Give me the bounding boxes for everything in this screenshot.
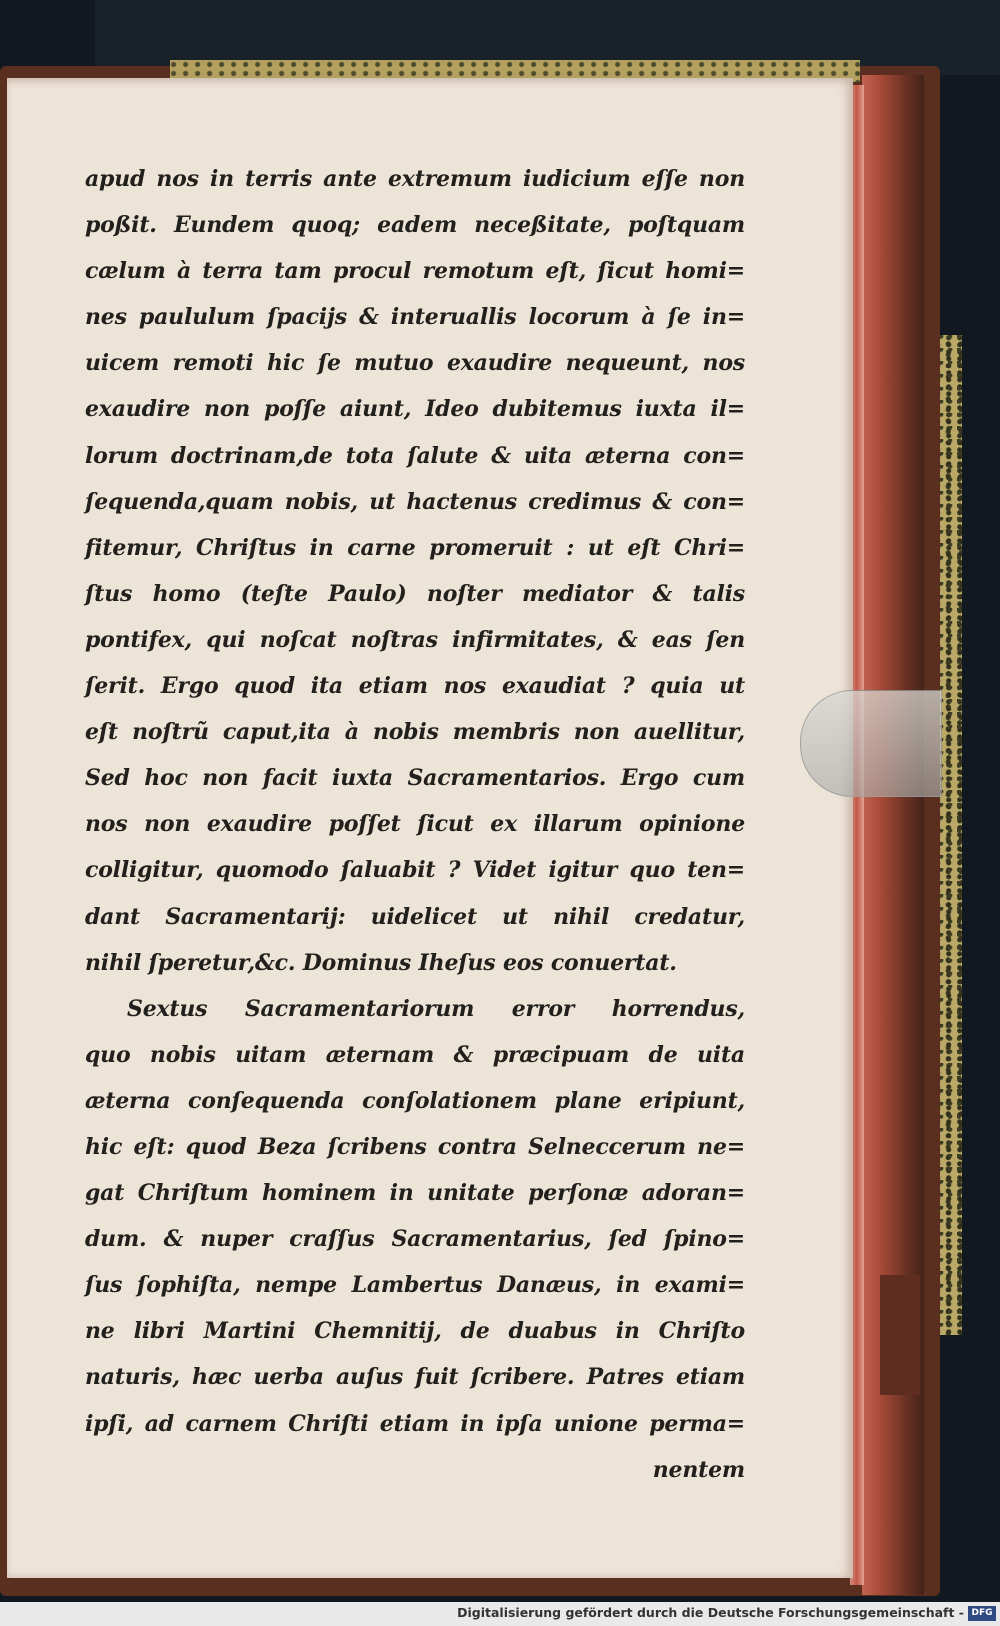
text-line: Sextus Sacramentariorum error horrendus, [127, 995, 745, 1022]
text-line: dant Sacramentarij: uidelicet ut nihil credatur, [85, 903, 745, 930]
text-line: ipſi, ad carnem Chriſti etiam in ipſa unione perma= [85, 1410, 745, 1437]
text-line: hic eſt: quod Beza ſcribens contra Selneccerum ne= [85, 1133, 745, 1160]
text-line: uicem remoti hic ſe mutuo exaudire nequeunt, nos [85, 350, 745, 377]
page-holder-clip [800, 690, 942, 797]
text-line: Sed hoc non facit iuxta Sacramentarios. Ergo cum [85, 765, 745, 792]
text-line: pontifex, qui noſcat noſtras infirmitates, & eas ſen [85, 626, 745, 653]
text-line: gat Chriſtum hominem in unitate perſonæ adoran= [85, 1180, 745, 1207]
text-line: colligitur, quomodo ſaluabit ? Videt igitur quo ten= [85, 857, 745, 884]
catchword: nentem [652, 1456, 745, 1483]
footer-bar [0, 1602, 1000, 1626]
text-line: lorum doctrinam,de tota ſalute & uita æterna con= [85, 442, 745, 469]
text-line: ſerit. Ergo quod ita etiam nos exaudiat ? quia ut [85, 673, 745, 700]
page-text-block [85, 156, 745, 1493]
text-line: quo nobis uitam æternam & præcipuam de uita [85, 1041, 745, 1068]
book-cover-corner [880, 1275, 920, 1395]
text-line: cælum à terra tam procul remotum eſt, ſicut homi= [85, 258, 745, 285]
text-line: ſus ſophiſta, nempe Lambertus Danæus, in exami= [85, 1272, 745, 1299]
text-line: ne libri Martini Chemnitij, de duabus in Chriſto [85, 1318, 745, 1345]
text-line: fitemur, Chriſtus in carne promeruit : ut eſt Chri= [85, 534, 745, 561]
book-page [7, 78, 853, 1578]
text-line: ſequenda,quam nobis, ut hactenus credimus & con= [85, 488, 745, 515]
text-line: ſtus homo (teſte Paulo) noſter mediator & talis [85, 580, 745, 607]
funding-notice: Digitalisierung gefördert durch die Deutsche Forschungsgemeinschaft - [457, 1605, 964, 1620]
text-line: nos non exaudire poſſet ſicut ex illarum opinione [85, 811, 745, 838]
text-line: exaudire non poſſe aiunt, Ideo dubitemus iuxta il= [85, 396, 745, 423]
text-line: nihil ſperetur,&c. Dominus Iheſus eos conuertat. [85, 949, 677, 976]
text-line: æterna conſequenda conſolationem plane eripiunt, [85, 1087, 745, 1114]
text-line: nes paululum ſpacijs & interuallis locorum à ſe in= [85, 304, 745, 331]
text-line: apud nos in terris ante extremum iudicium eſſe non [85, 166, 745, 192]
dfg-logo: DFG [968, 1606, 996, 1621]
text-line: dum. & nuper craſſus Sacramentarius, ſed ſpino= [85, 1226, 745, 1253]
text-line: naturis, hæc uerba auſus fuit ſcribere. Patres etiam [85, 1364, 745, 1391]
text-line: eſt noſtrũ caput,ita à nobis membris non auellitur, [85, 719, 745, 746]
text-line: poßit. Eundem quoq; eadem neceßitate, poſtquam [85, 212, 745, 239]
